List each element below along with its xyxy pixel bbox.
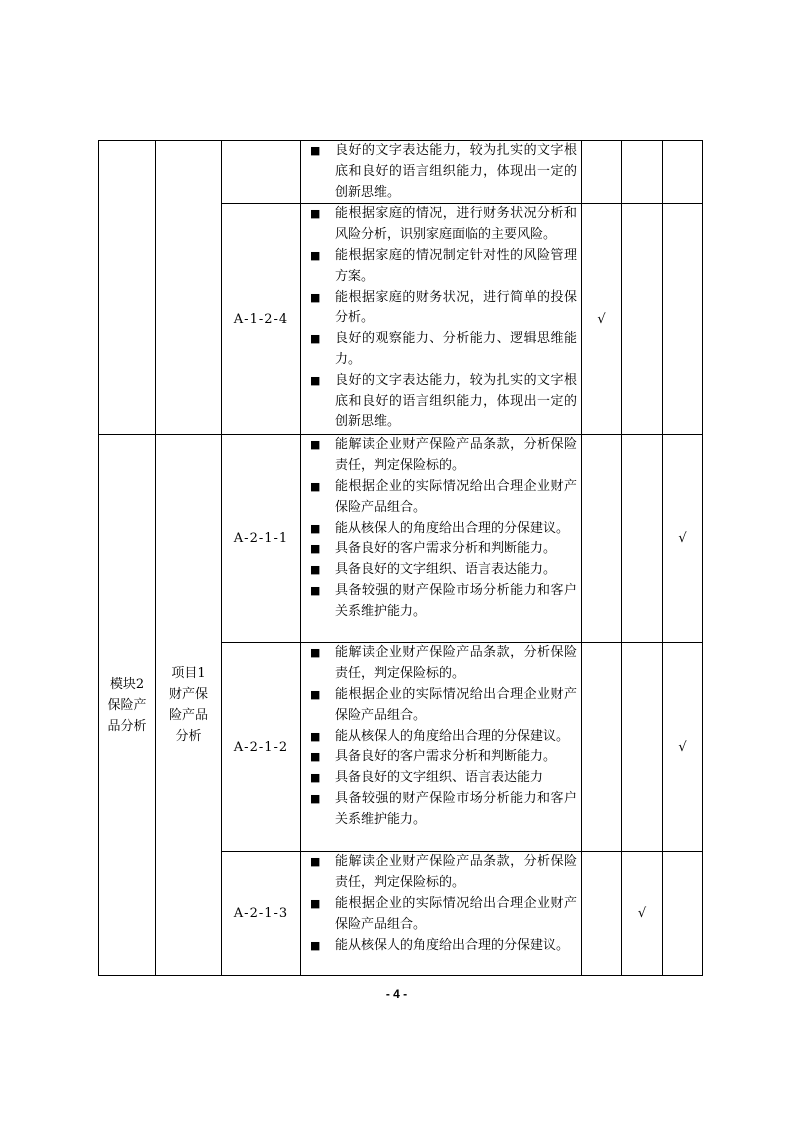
code-cell: A-2-1-3 <box>222 852 301 976</box>
bullet-square-icon: ■ <box>310 332 321 346</box>
list-item: ■ 良好的文字表达能力，较为扎实的文字根底和良好的语言组织能力，体现出一定的创新思维。 <box>307 141 577 203</box>
bullet-square-icon: ■ <box>310 207 321 221</box>
mark-cell <box>622 643 663 852</box>
requirement-list-cell <box>301 852 582 976</box>
code-cell: A-2-1-2 <box>222 643 301 852</box>
bullet-square-icon: ■ <box>310 855 321 869</box>
bullet-square-icon: ■ <box>310 896 321 910</box>
list-item: ■ 良好的文字表达能力，较为扎实的文字根底和良好的语言组织能力，体现出一定的创新思维。 <box>307 371 577 433</box>
bullet-square-icon: ■ <box>310 583 321 597</box>
project-label: 项目1财产保险产品分析 <box>168 666 208 745</box>
list-item: ■ 能根据家庭的财务状况，进行简单的投保分析。 <box>307 288 577 330</box>
code-cell <box>222 141 301 204</box>
list-item: ■ 具备较强的财产保险市场分析能力和客户关系维护能力。 <box>307 581 577 623</box>
check-mark: √ <box>663 435 703 643</box>
code-cell: A-1-2-4 <box>222 204 301 435</box>
mark-cell <box>663 204 703 435</box>
check-mark: √ <box>622 852 663 976</box>
list-item: ■ 能从核保人的角度给出合理的分保建议。 <box>307 936 577 957</box>
mark-cell <box>622 204 663 435</box>
list-item: ■ 具备良好的客户需求分析和判断能力。 <box>307 747 577 768</box>
project-cell <box>156 435 222 976</box>
check-mark: √ <box>582 204 622 435</box>
bullet-square-icon: ■ <box>310 687 321 701</box>
list-item: ■ 能解读企业财产保险产品条款，分析保险责任，判定保险标的。 <box>307 852 577 894</box>
list-item: ■ 能从核保人的角度给出合理的分保建议。 <box>307 519 577 540</box>
check-mark: √ <box>663 643 703 852</box>
bullet-square-icon: ■ <box>310 729 321 743</box>
bullet-square-icon: ■ <box>310 479 321 493</box>
requirement-list-cell <box>301 141 582 204</box>
bullet-square-icon: ■ <box>310 646 321 660</box>
competency-table <box>98 140 703 976</box>
list-item: ■ 能根据企业的实际情况给出合理企业财产保险产品组合。 <box>307 477 577 519</box>
bullet-square-icon: ■ <box>310 144 321 157</box>
bullet-square-icon: ■ <box>310 771 321 785</box>
list-item: ■ 良好的观察能力、分析能力、逻辑思维能力。 <box>307 329 577 371</box>
bullet-square-icon: ■ <box>310 791 321 805</box>
bullet-square-icon: ■ <box>310 438 321 452</box>
requirement-list-cell <box>301 435 582 643</box>
mark-cell <box>622 141 663 204</box>
list-item: ■ 能解读企业财产保险产品条款，分析保险责任，判定保险标的。 <box>307 435 577 477</box>
table-row <box>99 141 703 204</box>
list-item: ■ 能根据家庭的情况，进行财务状况分析和风险分析，识别家庭面临的主要风险。 <box>307 204 577 246</box>
list-item: ■ 能根据企业的实际情况给出合理企业财产保险产品组合。 <box>307 685 577 727</box>
bullet-square-icon: ■ <box>310 290 321 304</box>
mark-cell <box>582 141 622 204</box>
mark-cell <box>582 435 622 643</box>
list-item: ■ 能根据企业的实际情况给出合理企业财产保险产品组合。 <box>307 894 577 936</box>
list-item: ■ 能根据家庭的情况制定针对性的风险管理方案。 <box>307 246 577 288</box>
module-label: 模块2保险产品分析 <box>107 676 147 734</box>
bullet-square-icon: ■ <box>310 563 321 577</box>
mark-cell <box>582 852 622 976</box>
bullet-square-icon: ■ <box>310 938 321 952</box>
project-cell-continued <box>156 141 222 435</box>
list-item: ■ 具备良好的文字组织、语言表达能力。 <box>307 560 577 581</box>
list-item: ■ 具备良好的客户需求分析和判断能力。 <box>307 539 577 560</box>
requirement-list-cell <box>301 204 582 435</box>
page-number: - 4 - <box>385 987 408 1001</box>
list-item: ■ 能解读企业财产保险产品条款，分析保险责任，判定保险标的。 <box>307 643 577 685</box>
bullet-square-icon: ■ <box>310 542 321 556</box>
list-item: ■ 能从核保人的角度给出合理的分保建议。 <box>307 727 577 748</box>
table-row <box>99 435 703 643</box>
mark-cell <box>622 435 663 643</box>
mark-cell <box>663 852 703 976</box>
bullet-square-icon: ■ <box>310 248 321 262</box>
mark-cell <box>582 643 622 852</box>
bullet-square-icon: ■ <box>310 521 321 535</box>
list-item: ■ 具备较强的财产保险市场分析能力和客户关系维护能力。 <box>307 789 577 831</box>
module-cell-continued <box>99 141 156 435</box>
bullet-square-icon: ■ <box>310 750 321 764</box>
code-cell: A-2-1-1 <box>222 435 301 643</box>
module-cell <box>99 435 156 976</box>
requirement-list-cell <box>301 643 582 852</box>
bullet-square-icon: ■ <box>310 373 321 387</box>
mark-cell <box>663 141 703 204</box>
list-item: ■ 具备良好的文字组织、语言表达能力 <box>307 768 577 789</box>
